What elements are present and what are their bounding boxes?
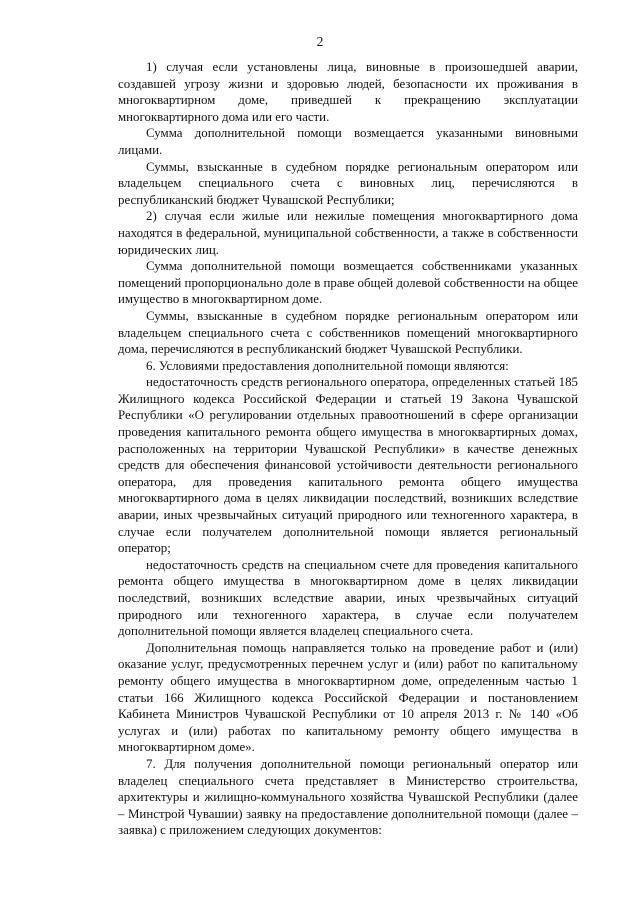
page-number: 2 [316, 34, 324, 49]
paragraph-section-6-heading: 6. Условиями предоставления дополнительной помощи являются: [146, 358, 509, 373]
paragraph-regional-operator-shortfall: недостаточность средств регионального оператора, определенных статьей 185 Жилищного кодекса Российской Федерации и статьей 19 Закона Чувашской Республики «О регулировании отдельных правоотношений в сфере организации проведения капитального ремонта общего имущества в многоквартирных домах, расположенных на территории Чувашской Республики» в качестве денежных средств для обеспечения финансовой устойчивости деятельности регионального оператора, для проведения капитального ремонта общего имущества многоквартирного дома в целях ликвидации последствий, возникших вследствие аварии, иных чрезвычайных ситуаций природного или техногенного характера, в случае если получателем дополнительной помощи является региональный оператор; [118, 375, 578, 556]
paragraph-section-7-application: 7. Для получения дополнительной помощи региональный оператор или владелец специального счета представляет в Министерство строительства, архитектуры и жилищно-коммунального хозяйства Чувашской Республики (далее – Минстрой Чувашии) заявку на предоставление дополнительной помощи (далее – заявка) с приложением следующих документов: [118, 756, 578, 838]
paragraph-special-account-shortfall: недостаточность средств на специальном счете для проведения капитального ремонта общего имущества в многоквартирном доме в целях ликвидации последствий, возникших вследствие аварии, иных чрезвычайных ситуаций природного или техногенного характера, в случае если получателем дополнительной помощи является владелец специального счета. [118, 557, 578, 639]
paragraph-item-2-public-property: 2) случая если жилые или нежилые помещения многоквартирного дома находятся в федеральной, муниципальной собственности, а также в собственности юридических лиц. [118, 209, 578, 257]
paragraph-compensation-by-culprits: Сумма дополнительной помощи возмещается указанными виновными лицами. [118, 126, 578, 157]
document-body [118, 59, 578, 839]
paragraph-permitted-works: Дополнительная помощь направляется только на проведение работ и (или) оказание услуг, предусмотренных перечнем услуг и (или) работ по капитальному ремонту общего имущества в многоквартирном доме, определенным частью 1 статьи 166 Жилищного кодекса Российской Федерации и постановлением Кабинета Министров Чувашской Республики от 10 апреля 2013 г. № 140 «Об услугах и (или) работах по капитальному ремонту общего имущества в многоквартирном доме». [118, 640, 578, 755]
paragraph-compensation-by-owners: Сумма дополнительной помощи возмещается собственниками указанных помещений пропорционально доле в праве общей долевой собственности на общее имущество в многоквартирном доме. [118, 259, 578, 307]
paragraph-recovered-sums-owners: Суммы, взысканные в судебном порядке региональным оператором или владельцем специального счета с собственников помещений многоквартирного дома, перечисляются в республиканский бюджет Чувашской Республики. [118, 308, 578, 357]
paragraph-item-1-viable-persons: 1) случая если установлены лица, виновные в произошедшей аварии, создавшей угрозу жизни и здоровью людей, безопасности их проживания в многоквартирном доме, приведшей к прекращению эксплуатации многоквартирного дома или его части. [118, 60, 578, 124]
paragraph-recovered-sums-culprits: Суммы, взысканные в судебном порядке региональным оператором или владельцем специального счета с виновных лиц, перечисляются в республиканский бюджет Чувашской Республики; [118, 159, 578, 207]
